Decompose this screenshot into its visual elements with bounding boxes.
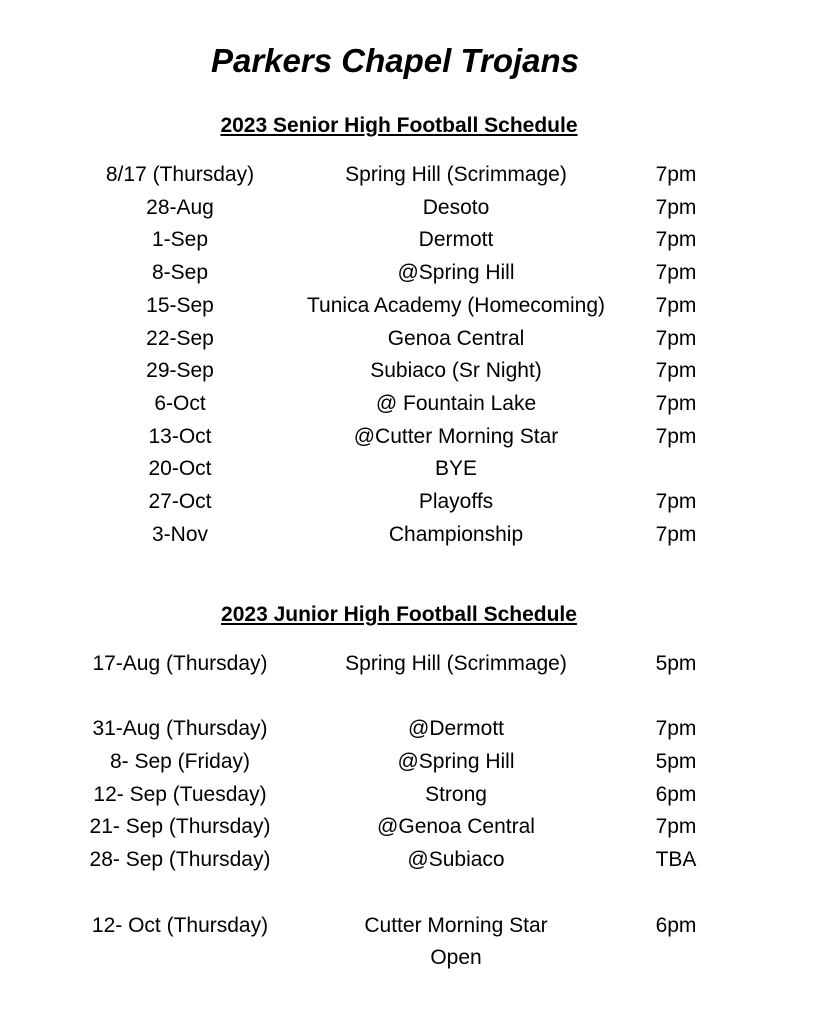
game-time: 7pm (655, 424, 697, 448)
game-opponent: @Spring Hill (397, 750, 515, 773)
game-time: 6pm (655, 783, 697, 806)
game-date: 13-Oct (148, 424, 212, 448)
schedule-row (0, 519, 819, 551)
game-time: TBA (655, 848, 697, 871)
game-time: 7pm (655, 522, 697, 546)
schedule-row (0, 648, 819, 680)
schedule-row (0, 159, 819, 191)
game-opponent: @ Fountain Lake (375, 391, 537, 415)
game-date: 17-Aug (Thursday) (92, 652, 268, 675)
game-time: 7pm (655, 163, 697, 186)
game-date: 15-Sep (146, 293, 214, 317)
game-opponent: Spring Hill (Scrimmage) (345, 163, 567, 186)
game-opponent: Desoto (422, 195, 490, 219)
schedule-row (0, 224, 819, 256)
game-date: 8- Sep (Friday) (109, 750, 251, 773)
schedule-row (0, 746, 819, 778)
game-opponent: Tunica Academy (Homecoming) (307, 293, 605, 317)
game-opponent: BYE (434, 457, 478, 481)
schedule-row (0, 421, 819, 453)
game-opponent: Championship (388, 522, 524, 546)
game-time: 7pm (655, 293, 697, 317)
game-date: 8-Sep (151, 261, 209, 285)
game-opponent: Spring Hill (Scrimmage) (345, 652, 567, 675)
game-opponent: Dermott (418, 228, 494, 252)
game-opponent: Open (430, 946, 482, 969)
game-date: 6-Oct (154, 391, 206, 415)
game-time: 7pm (655, 326, 697, 350)
game-date: 20-Oct (148, 457, 212, 481)
schedule-row (0, 323, 819, 355)
junior-schedule-heading: 2023 Junior High Football Schedule (221, 603, 577, 626)
schedule-row (0, 811, 819, 843)
game-time: 6pm (655, 914, 697, 937)
schedule-row (0, 779, 819, 811)
game-time: 7pm (655, 261, 697, 285)
game-date: 12- Sep (Tuesday) (93, 783, 267, 806)
game-time: 7pm (655, 815, 697, 838)
game-date: 8/17 (Thursday) (105, 163, 255, 186)
senior-schedule-heading: 2023 Senior High Football Schedule (220, 114, 578, 137)
schedule-row (0, 192, 819, 224)
page-title: Parkers Chapel Trojans (210, 42, 580, 79)
game-opponent: Cutter Morning Star (364, 914, 548, 937)
game-date: 21- Sep (Thursday) (89, 815, 271, 838)
game-opponent: Strong (425, 783, 487, 806)
game-date: 28- Sep (Thursday) (89, 848, 271, 871)
schedule-row (0, 910, 819, 942)
game-time: 7pm (655, 228, 697, 252)
game-time: 5pm (655, 652, 697, 675)
schedule-row (0, 844, 819, 876)
game-opponent: @Subiaco (407, 848, 505, 871)
game-date: 22-Sep (146, 326, 214, 350)
game-opponent: @Spring Hill (397, 261, 515, 285)
schedule-row (0, 942, 819, 974)
game-date: 31-Aug (Thursday) (92, 717, 268, 740)
schedule-row (0, 290, 819, 322)
game-opponent: Subiaco (Sr Night) (370, 359, 542, 383)
schedule-row (0, 355, 819, 387)
game-time: 7pm (655, 717, 697, 740)
schedule-row (0, 453, 819, 485)
schedule-row (0, 257, 819, 289)
game-time: 7pm (655, 359, 697, 383)
game-time: 7pm (655, 490, 697, 513)
game-opponent: @Genoa Central (377, 815, 535, 838)
game-date: 29-Sep (146, 359, 214, 383)
schedule-row (0, 713, 819, 745)
game-opponent: @Cutter Morning Star (353, 424, 559, 448)
schedule-row (0, 388, 819, 420)
game-date: 27-Oct (148, 490, 212, 513)
game-time: 7pm (655, 391, 697, 415)
game-time: 7pm (655, 195, 697, 219)
game-date: 28-Aug (146, 195, 214, 219)
game-date: 1-Sep (151, 228, 209, 252)
game-time: 5pm (655, 750, 697, 773)
game-date: 3-Nov (151, 522, 209, 546)
game-opponent: Genoa Central (387, 326, 525, 350)
game-opponent: Playoffs (418, 490, 494, 513)
game-opponent: @Dermott (408, 717, 504, 740)
game-date: 12- Oct (Thursday) (91, 914, 269, 937)
schedule-row (0, 486, 819, 518)
